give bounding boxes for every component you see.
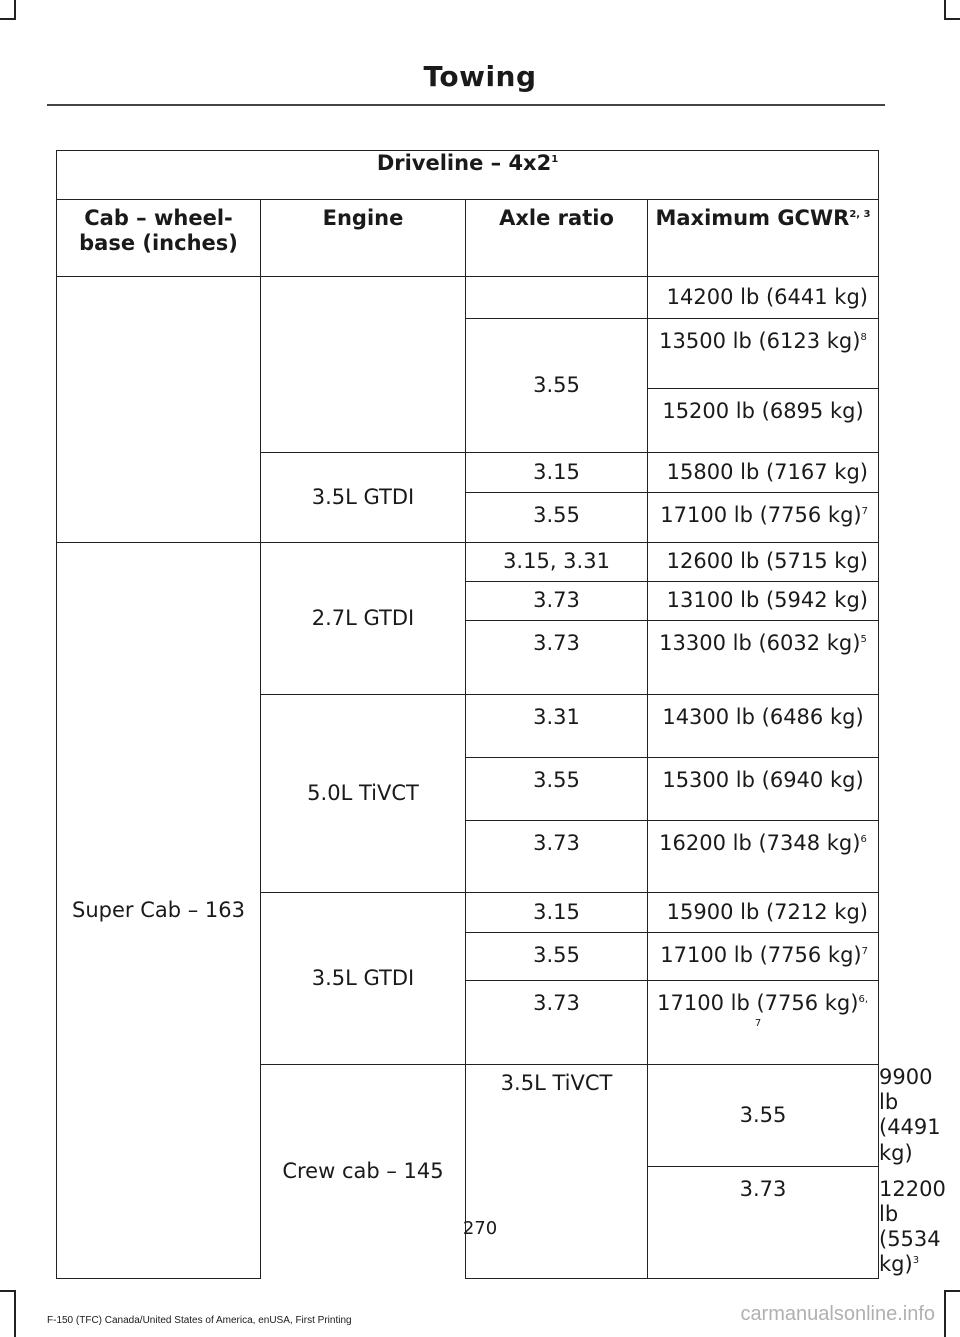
gcwr-cell: 13300 lb (6032 kg)$^5$ [648,621,879,695]
axle-cell: 3.73 [466,981,648,1065]
crop-mark [0,18,16,20]
engine-cell: 3.5L TiVCT [466,1065,648,1279]
engine-cell-blank [261,277,466,453]
gcwr-cell: 15800 lb (7167 kg) [648,453,879,493]
engine-cell: 3.5L GTDI [261,453,466,543]
table-title-row [57,151,879,200]
gcwr-cell: 15200 lb (6895 kg) [648,389,879,453]
axle-cell: 3.55 [466,319,648,453]
footnote-ref: 1 [551,154,559,165]
axle-cell: 3.15, 3.31 [466,543,648,582]
gcwr-cell: 16200 lb (7348 kg)$^6$ [648,821,879,893]
crop-mark [944,0,946,20]
cab-cell: Super Cab – 163 [57,543,261,1279]
table-row: 3.73 12200 lb (5534 kg)$^3$ [57,1166,879,1278]
header-divider [47,104,885,106]
axle-cell: 3.73 [466,821,648,893]
footnote-ref: 7 [861,506,868,517]
crop-mark [14,1290,16,1337]
engine-cell: 5.0L TiVCT [261,695,466,893]
axle-cell: 3.73 [648,1166,879,1278]
engine-cell: 3.5L GTDI [261,893,466,1065]
footnote-ref: 5 [860,634,867,645]
crop-mark [944,18,960,20]
axle-cell: 3.15 [466,893,648,933]
engine-cell: 2.7L GTDI [261,543,466,695]
page-number: 270 [462,1218,498,1239]
gcwr-cell: 14200 lb (6441 kg) [648,277,879,319]
footnote-ref: 2, 3 [849,209,871,220]
footnote-ref: 6, [858,994,868,1005]
footnote-ref: 3 [912,1255,920,1267]
gcwr-cell: 13100 lb (5942 kg) [648,582,879,621]
driveline-table [56,150,946,1279]
crop-mark [944,1290,960,1292]
axle-cell: 3.55 [466,933,648,981]
watermark: carmanualsonline.info [740,1303,935,1325]
cab-cell-blank [57,277,261,543]
gcwr-cell: 15900 lb (7212 kg) [648,893,879,933]
footnote-ref: 7 [754,1018,762,1030]
header-maximum-gcwr: Maximum GCWR$^{2, 3}$ [648,200,879,277]
axle-cell: 3.55 [466,758,648,821]
footer-text: F-150 (TFC) Canada/United States of America, enUSA, First Printing [47,1315,352,1326]
gcwr-cell: 17100 lb (7756 kg)$^7$ [648,493,879,543]
footnote-ref: 8 [860,332,867,343]
header-axle-ratio: Axle ratio [466,200,648,277]
axle-cell: 3.15 [466,453,648,493]
section-title: Towing [423,60,537,93]
crop-mark [944,1290,946,1337]
gcwr-cell: 12600 lb (5715 kg) [648,543,879,582]
gcwr-cell: 17100 lb (7756 kg)$^{6,}$ 7 [648,981,879,1065]
gcwr-cell: 14300 lb (6486 kg) [648,695,879,758]
gcwr-cell: 15300 lb (6940 kg) [648,758,879,821]
table-row: Crew cab – 145 3.5L TiVCT 3.55 9900 lb (4491 kg) [57,1065,879,1167]
gcwr-cell: 13500 lb (6123 kg)$^8$ [648,319,879,389]
table-header-row [57,200,879,277]
crop-mark [0,1290,16,1292]
table-row [57,277,879,319]
axle-cell: 3.73 [466,582,648,621]
header-cab-wheelbase: Cab – wheel-base (inches) [57,200,261,277]
footnote-ref: 7 [861,946,868,957]
cab-cell: Crew cab – 145 [261,1065,466,1279]
header-engine: Engine [261,200,466,277]
gcwr-cell: 17100 lb (7756 kg)$^7$ [648,933,879,981]
crop-mark [14,0,16,20]
table-row [57,543,879,582]
axle-cell: 3.73 [466,621,648,695]
axle-cell: 3.55 [648,1065,879,1167]
footnote-ref: 6 [860,834,867,845]
axle-cell: 3.55 [466,493,648,543]
axle-cell-blank [466,277,648,319]
axle-cell: 3.31 [466,695,648,758]
table-title: Driveline – $4x2^1$ [57,151,879,200]
